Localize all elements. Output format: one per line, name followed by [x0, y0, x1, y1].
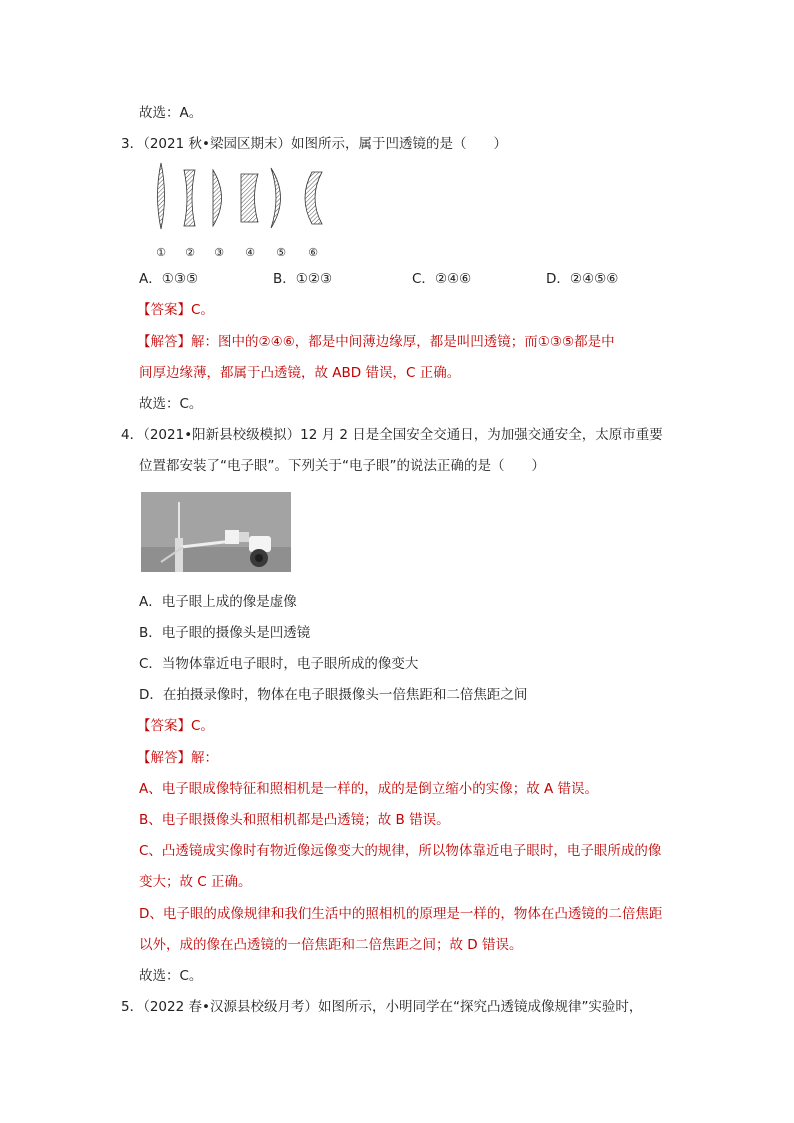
answer-value: C。 — [191, 302, 214, 318]
q4-answer — [137, 717, 214, 735]
lens-label-1: ① — [156, 246, 166, 259]
q3-analysis-line2: 间厚边缘薄，都属于凸透镜，故 ABD 错误，C 正确。 — [139, 365, 461, 381]
q5-stem-line1: 5．（2022 春•汉源县校级月考）如图所示，小明同学在“探究凸透镜成像规律”实验时， — [121, 999, 643, 1015]
q4-option-b: B．电子眼的摄像头是凹透镜 — [139, 625, 311, 641]
lens-4 — [241, 174, 258, 222]
q3-answer — [137, 301, 214, 319]
lens-label-3: ③ — [214, 246, 224, 259]
q4-explanation-c1: C、凸透镜成实像时有物近像远像变大的规律，所以物体靠近电子眼时，电子眼所成的像 — [139, 843, 662, 859]
analysis-tag: 【解答】 — [137, 750, 191, 766]
q3-analysis-line1: 【解答】解：图中的②④⑥，都是中间薄边缘厚，都是叫凹透镜；而①③⑤都是中 — [137, 334, 615, 350]
lens-label-4: ④ — [245, 246, 255, 259]
q3-option-c: C．②④⑥ — [412, 271, 472, 287]
q4-analysis-heading: 【解答】解： — [137, 750, 218, 766]
q4-explanation-a: A、电子眼成像特征和照相机是一样的，成的是倒立缩小的实像；故 A 错误。 — [139, 781, 599, 797]
lens-label-2: ② — [185, 246, 195, 259]
electronic-eye-photo — [141, 492, 291, 572]
q4-stem-line2: 位置都安装了“电子眼”。下列关于“电子眼”的说法正确的是（ ） — [139, 458, 545, 474]
q4-option-a: A．电子眼上成的像是虚像 — [139, 594, 297, 610]
q4-option-c: C．当物体靠近电子眼时，电子眼所成的像变大 — [139, 656, 419, 672]
q4-final-answer: 故选：C。 — [139, 968, 203, 984]
q4-explanation-d2: 以外，成的像在凸透镜的一倍焦距和二倍焦距之间；故 D 错误。 — [139, 937, 523, 953]
q3-option-a: A．①③⑤ — [139, 271, 199, 287]
lens-2 — [184, 170, 195, 226]
answer-value: C。 — [191, 718, 214, 734]
q3-option-d: D．②④⑤⑥ — [546, 271, 619, 287]
lens-6 — [305, 172, 322, 224]
answer-tag: 【答案】 — [137, 302, 191, 318]
lens-3 — [213, 170, 222, 226]
q4-explanation-c2: 变大；故 C 正确。 — [139, 874, 252, 890]
q4-option-d: D．在拍摄录像时，物体在电子眼摄像头一倍焦距和二倍焦距之间 — [139, 687, 528, 703]
lens-label-6: ⑥ — [308, 246, 318, 259]
q3-stem: 3．（2021 秋•梁园区期末）如图所示，属于凹透镜的是（ ） — [121, 136, 507, 152]
lens-1 — [158, 163, 165, 229]
q4-explanation-d1: D、电子眼的成像规律和我们生活中的照相机的原理是一样的，物体在凸透镜的二倍焦距 — [139, 906, 663, 922]
q3-option-b: B．①②③ — [273, 271, 333, 287]
q4-stem-line1: 4．（2021•阳新县校级模拟）12 月 2 日是全国安全交通日，为加强交通安全，太原市重要 — [121, 427, 663, 443]
lens-figure — [140, 160, 340, 260]
lens-5 — [271, 168, 281, 228]
answer-tag: 【答案】 — [137, 718, 191, 734]
q4-explanation-b: B、电子眼摄像头和照相机都是凸透镜；故 B 错误。 — [139, 812, 450, 828]
lens-label-5: ⑤ — [276, 246, 286, 259]
analysis-tag: 【解答】 — [137, 334, 191, 350]
q2-final-answer: 故选：A。 — [139, 105, 203, 121]
q3-final-answer: 故选：C。 — [139, 396, 203, 412]
